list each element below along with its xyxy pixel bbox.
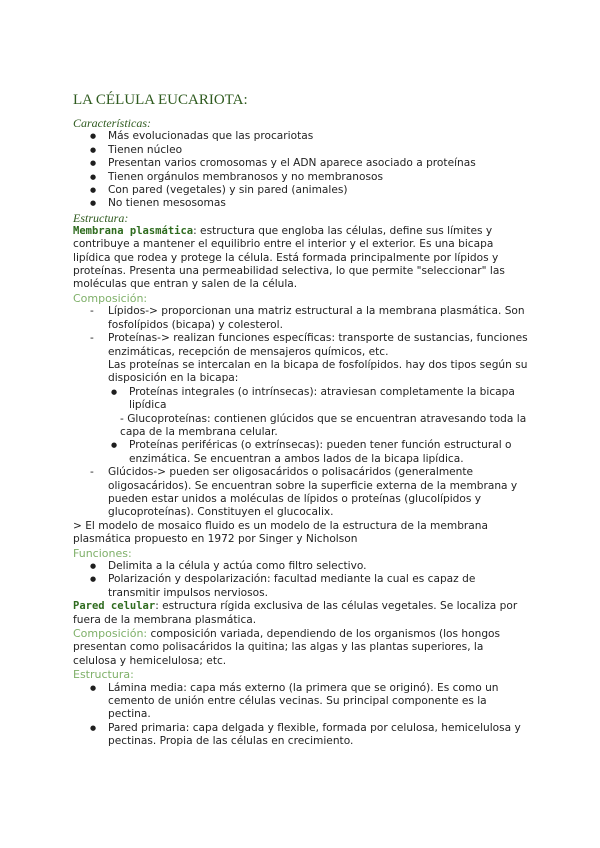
list-item: ● Proteínas periféricas (o extrínsecas): pueden tener función estructural o enzimática. Se encuentran a ambos lados de la bicapa lipídica. — [111, 439, 528, 466]
list-item: ● Proteínas integrales (o intrínsecas): atraviesan completamente la bicapa lipídica — [111, 386, 528, 413]
membrana-text: : estructura que engloba las células, define sus límites y contribuye a mantener el equilibrio entre el interior y el exterior. Es una bicapa lipídica que rodea y protege la célula. Está formada principalmente por lípidos y proteínas. Presenta una permeabilidad selectiva, lo que permite "seleccionar" las moléculas que entran y salen de la célula. — [73, 224, 505, 291]
modelo-note: > El modelo de mosaico fluido es un modelo de la estructura de la membrana plasmática propuesto en 1972 por Singer y Nicholson — [73, 519, 488, 546]
proteinas-text: - Proteínas-> realizan funciones específicas: transporte de sustancias, funciones enzimáticas, recepción de mensajeros químicos, etc. — [108, 332, 528, 358]
pared-paragraph — [73, 600, 528, 627]
list-item — [90, 305, 528, 332]
page-title: LA CÉLULA EUCARIOTA: — [73, 92, 248, 108]
membrana-paragraph — [73, 225, 528, 292]
pared-term: Pared celular — [73, 600, 156, 613]
list-item: - Glúcidos-> pueden ser oligosacáridos o polisacáridos (generalmente oligosacáridos). Se encuentran sobre la superficie externa de la membrana y pueden estar unidos a moléculas de lípidos o proteínas (glucolípidos y glucoproteínas). Constituyen el glucocalix. — [90, 466, 528, 520]
list-item: ● Tienen núcleo — [90, 144, 528, 157]
list-item: ● Lámina media: capa más externo (la primera que se originó). Es como un cemento de unión entre células vecinas. Su principal componente es la pectina. — [90, 682, 528, 722]
funciones-list — [73, 560, 528, 600]
list-item: ● Polarización y despolarización: facultad mediante la cual es capaz de transmitir impulsos nerviosos. — [90, 573, 528, 600]
pared-estructura-list — [73, 682, 528, 749]
pared-estructura-heading: Estructura: — [73, 668, 134, 682]
caracteristicas-list — [73, 130, 528, 210]
funciones-heading: Funciones: — [73, 546, 132, 560]
pared-composicion-text: composición variada, dependiendo de los organismos (los hongos presentan como polisacáridos la quitina; las algas y las plantas superiores, la celulosa y hemicelulosa; etc. — [73, 628, 501, 667]
list-item: ● Tienen orgánulos membranosos y no membranosos — [90, 171, 528, 184]
glucidos-list — [73, 466, 528, 520]
proteinas-note: Las proteínas se intercalan en la bicapa de fosfolípidos. hay dos tipos según su disposición en la bicapa: — [108, 358, 528, 385]
glucoproteinas-note: - Glucoproteínas: contienen glúcidos que se encuentran atravesando toda la capa de la membrana celular. — [120, 412, 527, 438]
proteinas-sublist-2 — [73, 439, 528, 466]
list-item: ● Delimita a la célula y actúa como filtro selectivo. — [90, 560, 528, 573]
list-item: ● No tienen mesosomas — [90, 197, 528, 210]
list-item: ● Presentan varios cromosomas y el ADN aparece asociado a proteínas — [90, 157, 528, 170]
list-item: ● Con pared (vegetales) y sin pared (animales) — [90, 184, 528, 197]
composicion-heading: Composición: — [73, 291, 148, 305]
membrana-term: Membrana plasmática — [73, 224, 194, 237]
list-item: ● Pared primaria: capa delgada y flexible, formada por celulosa, hemicelulosa y pectinas. Propia de las células en crecimiento. — [90, 722, 528, 749]
pared-composicion-heading: Composición: — [73, 627, 148, 641]
list-item — [90, 332, 528, 386]
pared-composicion — [73, 627, 528, 668]
document-content — [73, 94, 528, 749]
lipidos-text: Lípidos-> proporcionan una matriz estructural a la membrana plasmática. Son fosfolípidos (bicapa) y colesterol. — [108, 305, 525, 331]
pared-text: : estructura rígida exclusiva de las células vegetales. Se localiza por fuera de la membrana plasmática. — [73, 600, 518, 626]
estructura-heading: Estructura: — [73, 210, 129, 225]
list-item: ● Más evolucionadas que las procariotas — [90, 130, 528, 143]
caracteristicas-heading: Características: — [73, 116, 151, 131]
proteinas-sublist — [73, 386, 528, 413]
composicion-list — [73, 305, 528, 385]
